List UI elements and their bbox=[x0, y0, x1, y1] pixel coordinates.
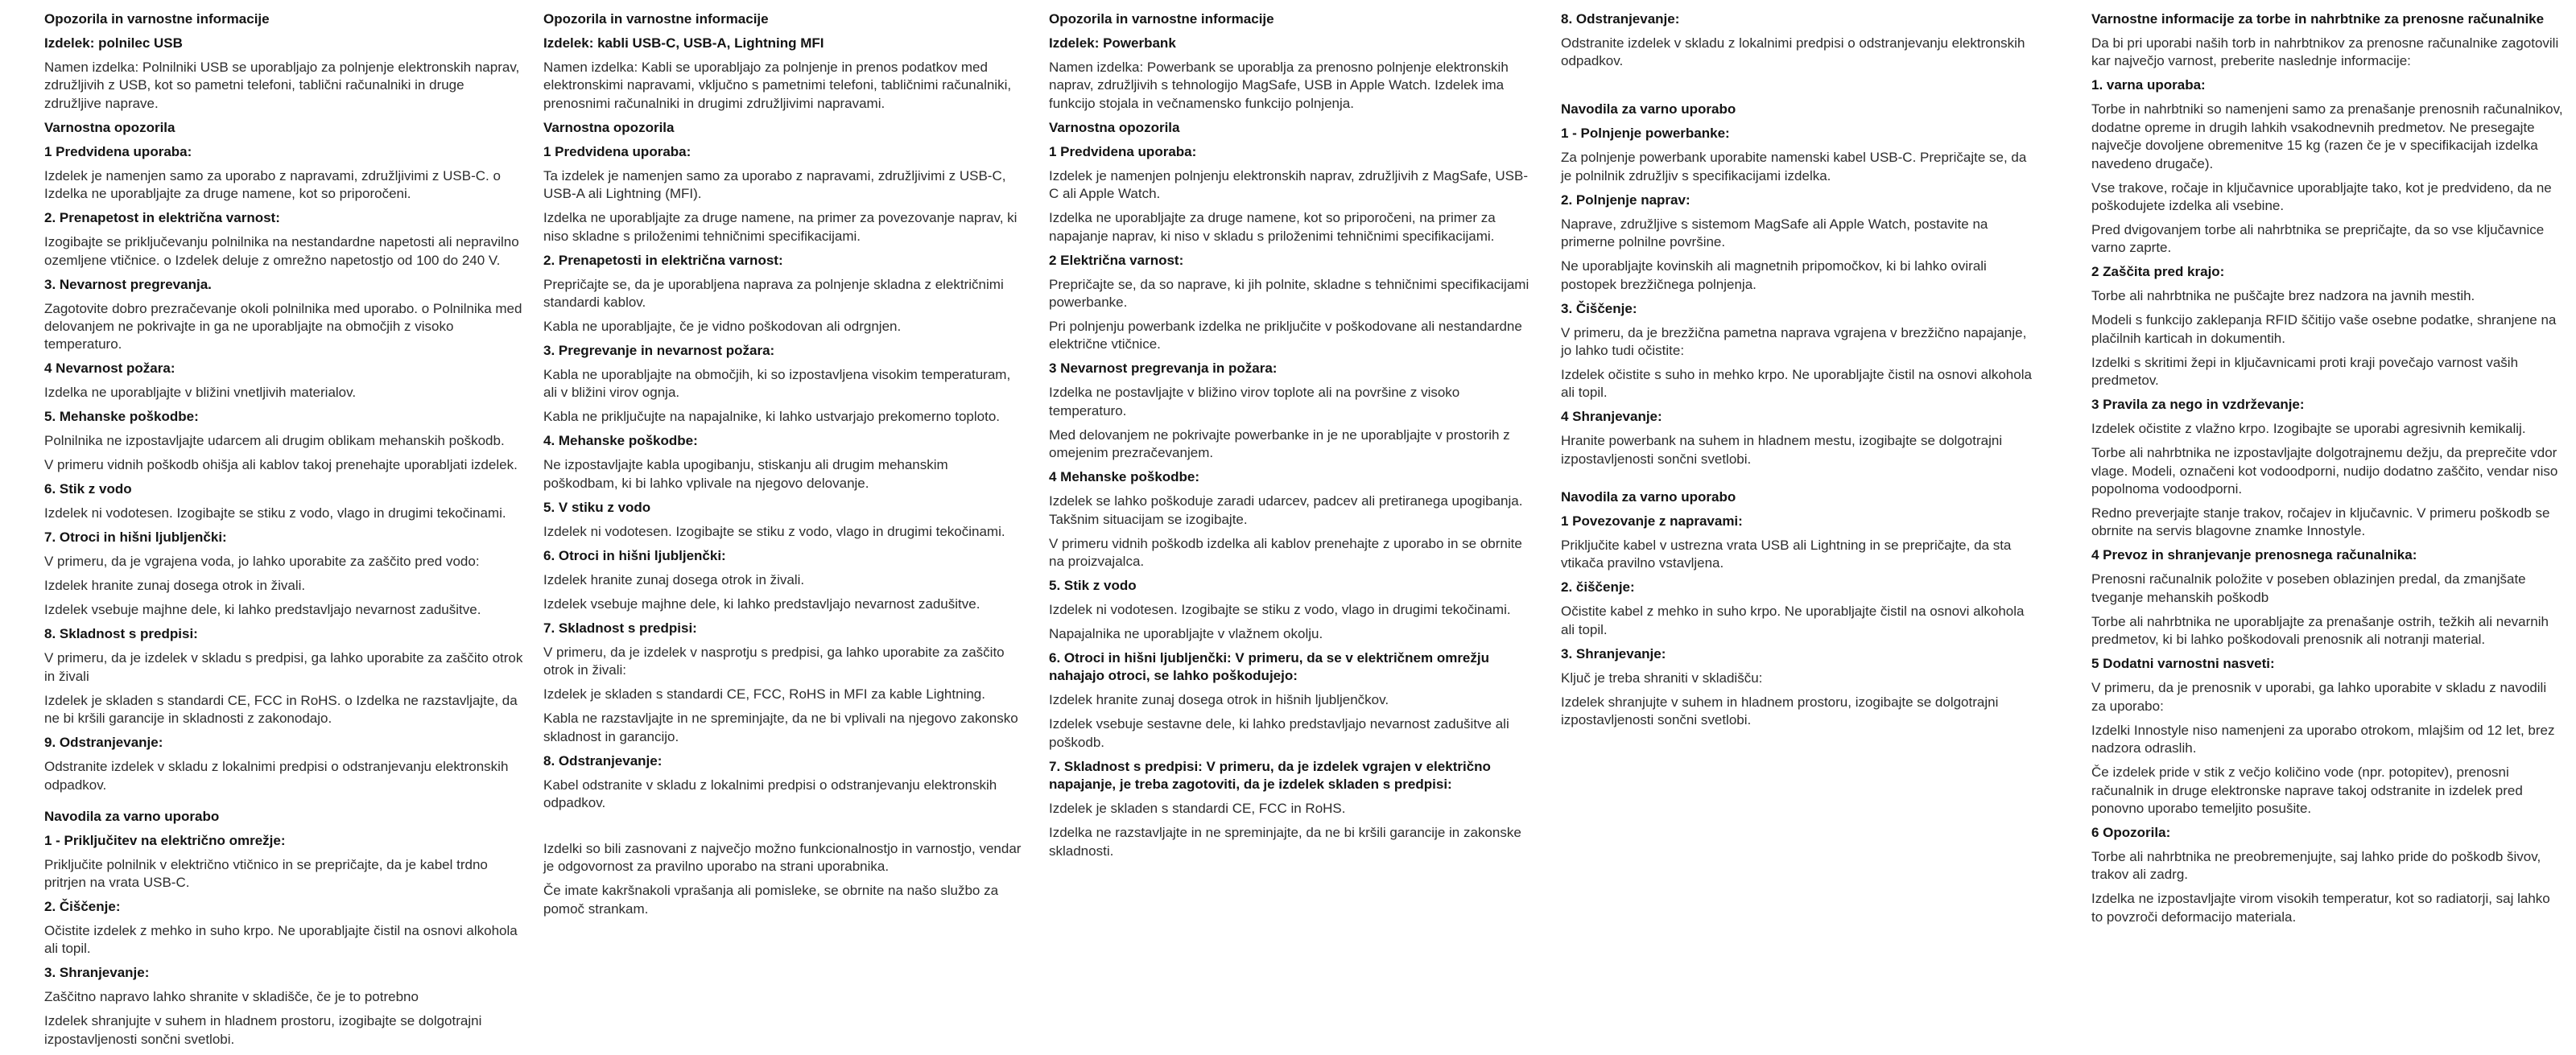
section-heading: 7. Skladnost s predpisi: bbox=[543, 620, 697, 636]
section-heading: Opozorila in varnostne informacije bbox=[44, 11, 270, 27]
section-heading: 4 Nevarnost požara: bbox=[44, 361, 175, 377]
section-heading: 6 Opozorila: bbox=[2091, 824, 2171, 840]
paragraph: Odstranite izdelek v skladu z lokalnimi predpisi o odstranjevanju elektronskih odpadkov. bbox=[1561, 35, 2025, 69]
section-heading: Izdelek: polnilec USB bbox=[44, 35, 183, 51]
paragraph: Izdelek očistite z vlažno krpo. Izogibajte se uporabi agresivnih kemikalij. bbox=[2091, 421, 2526, 437]
paragraph: Izdelka ne razstavljajte in ne spreminjajte, da ne bi kršili garancije in zakonske skladnosti. bbox=[1049, 825, 1521, 859]
column-powerbank-and-cables-usage bbox=[1561, 10, 2041, 736]
paragraph: Kabel odstranite v skladu z lokalnimi predpisi o odstranjevanju elektronskih odpadkov. bbox=[543, 777, 997, 811]
section-heading: 3 Nevarnost pregrevanja in požara: bbox=[1049, 361, 1278, 377]
paragraph: Zaščitno napravo lahko shranite v skladišče, če je to potrebno bbox=[44, 989, 419, 1005]
paragraph: Izdelek ni vodotesen. Izogibajte se stiku z vodo, vlago in drugimi tekočinami. bbox=[1049, 602, 1511, 618]
section-heading: 5. Stik z vodo bbox=[1049, 578, 1137, 594]
column-usb-cables-safety bbox=[543, 10, 1023, 925]
section-heading: Varnostna opozorila bbox=[543, 119, 675, 135]
section-heading: Varnostna opozorila bbox=[1049, 119, 1180, 135]
paragraph-gap bbox=[1561, 76, 2041, 101]
section-heading: Izdelek: Powerbank bbox=[1049, 35, 1176, 51]
paragraph: Izdelek vsebuje majhne dele, ki lahko predstavljajo nevarnost zadušitve. bbox=[44, 602, 481, 618]
paragraph: Če izdelek pride v stik z večjo količino vode (npr. potopitev), prenosni računalnik in druge elektronske naprave takoj odstranite in izdelek pred ponovno uporabo temeljito posušite. bbox=[2091, 764, 2523, 816]
paragraph: Izdelki so bili zasnovani z največjo možno funkcionalnostjo in varnostjo, vendar je odgovornost za pravilno uporabo na strani uporabnika. bbox=[543, 841, 1022, 875]
paragraph: Izdelek shranjujte v suhem in hladnem prostoru, izogibajte se dolgotrajni izpostavljenosti sončni svetlobi. bbox=[1561, 694, 1999, 728]
paragraph: Priključite polnilnik v električno vtičnico in se prepričajte, da je kabel trdno pritrjen na vrata USB-C. bbox=[44, 856, 488, 891]
paragraph: Pri polnjenju powerbank izdelka ne priključite v poškodovane ali nestandardne električne vtičnice. bbox=[1049, 319, 1522, 352]
paragraph: V primeru vidnih poškodb ohišja ali kablov takoj prenehajte uporabljati izdelek. bbox=[44, 457, 518, 473]
section-heading: Opozorila in varnostne informacije bbox=[543, 11, 769, 27]
paragraph: Izdelek ni vodotesen. Izogibajte se stiku z vodo, vlago in drugimi tekočinami. bbox=[44, 505, 506, 521]
paragraph: Izdelki s skritimi žepi in ključavnicami proti kraji povečajo varnost vaših predmetov. bbox=[2091, 354, 2519, 389]
section-heading: 1 Predvidena uporaba: bbox=[1049, 143, 1197, 159]
paragraph: Izdelek hranite zunaj dosega otrok in živali. bbox=[543, 571, 805, 587]
paragraph: Ne izpostavljajte kabla upogibanju, stiskanju ali drugim mehanskim poškodbam, ki bi lahko vplivale na njegovo delovanje. bbox=[543, 457, 948, 491]
section-heading: 2. Čiščenje: bbox=[44, 899, 121, 915]
paragraph: Izdelek očistite s suho in mehko krpo. Ne uporabljajte čistil na osnovi alkohola ali topil. bbox=[1561, 367, 2032, 401]
paragraph-gap bbox=[543, 818, 1023, 840]
paragraph: Očistite izdelek z mehko in suho krpo. Ne uporabljajte čistil na osnovi alkohola ali topil. bbox=[44, 923, 518, 957]
paragraph: Redno preverjajte stanje trakov, ročajev in ključavnic. V primeru poškodb se obrnite na servis blagovne znamke Innostyle. bbox=[2091, 505, 2550, 539]
paragraph: Prepričajte se, da je uporabljena naprava za polnjenje skladna z električnimi standardi kablov. bbox=[543, 276, 1004, 311]
paragraph: Torbe ali nahrbtnika ne uporabljajte za prenašanje ostrih, težkih ali nevarnih predmetov, ki bi lahko poškodovali prenosnik ali notranji material. bbox=[2091, 613, 2549, 648]
paragraph-gap bbox=[1561, 475, 2041, 488]
section-heading: 6. Otroci in hišni ljubljenčki: bbox=[543, 547, 726, 563]
section-heading: 1 Predvidena uporaba: bbox=[44, 143, 192, 159]
section-heading: 4. Mehanske poškodbe: bbox=[543, 433, 698, 449]
section-heading: 6. Stik z vodo bbox=[44, 481, 132, 497]
paragraph: Izdelek vsebuje sestavne dele, ki lahko predstavljajo nevarnost zadušitve ali poškodb. bbox=[1049, 716, 1509, 750]
paragraph: Da bi pri uporabi naših torb in nahrbtnikov za prenosne računalnike zagotovili kar največjo varnost, preberite naslednje informacije: bbox=[2091, 35, 2559, 69]
paragraph: Namen izdelka: Powerbank se uporablja za prenosno polnjenje elektronskih naprav, združljivih s tehnologijo MagSafe, USB in Apple Watch. Izdelek ima funkcijo stojala in večnamensko funkcijo polnjenja. bbox=[1049, 60, 1509, 111]
paragraph: Kabla ne priključujte na napajalnike, ki lahko ustvarjajo prekomerno toploto. bbox=[543, 409, 1001, 425]
paragraph: V primeru, da je brezžična pametna naprava vgrajena v brezžično napajanje, jo lahko tudi očistite: bbox=[1561, 324, 2027, 359]
paragraph: Torbe in nahrbtniki so namenjeni samo za prenašanje prenosnih računalnikov, dodatne opreme in drugih lahkih vsakodnevnih predmetov. Ne presegajte največje dovoljene obremenitve 15 kg (razen če je v specifikacijah izdelka navedeno drugače). bbox=[2091, 101, 2563, 171]
section-heading: 2 Električna varnost: bbox=[1049, 252, 1184, 268]
paragraph: Torbe ali nahrbtnika ne puščajte brez nadzora na javnih mestih. bbox=[2091, 288, 2475, 304]
paragraph: Prepričajte se, da so naprave, ki jih polnite, skladne s tehničnimi specifikacijami powerbanke. bbox=[1049, 276, 1530, 311]
paragraph: Izdelka ne uporabljajte za druge namene, kot so priporočeni, na primer za napajanje naprav, ki niso v skladu s priloženimi tehničnimi specifikacijami. bbox=[1049, 210, 1496, 244]
section-heading: 3 Pravila za nego in vzdrževanje: bbox=[2091, 397, 2305, 413]
section-heading: 4 Mehanske poškodbe: bbox=[1049, 469, 1200, 485]
paragraph: Izdelki Innostyle niso namenjeni za uporabo otrokom, mlajšim od 12 let, brez nadzora odraslih. bbox=[2091, 722, 2555, 756]
section-heading: Varnostne informacije za torbe in nahrbtnike za prenosne računalnike bbox=[2091, 11, 2545, 27]
section-heading: 1 Povezovanje z napravami: bbox=[1561, 513, 1743, 529]
paragraph: Če imate kakršnakoli vprašanja ali pomisleke, se obrnite na našo službo za pomoč strankam. bbox=[543, 883, 999, 917]
section-heading: 8. Odstranjevanje: bbox=[1561, 11, 1680, 27]
paragraph: Hranite powerbank na suhem in hladnem mestu, izogibajte se dolgotrajni izpostavljenosti sončni svetlobi. bbox=[1561, 433, 2003, 467]
paragraph: Naprave, združljive s sistemom MagSafe ali Apple Watch, postavite na primerne polnilne površine. bbox=[1561, 216, 1988, 250]
paragraph: Modeli s funkcijo zaklepanja RFID ščitijo vaše osebne podatke, shranjene na plačilnih karticah in dokumentih. bbox=[2091, 312, 2557, 346]
section-heading: 8. Odstranjevanje: bbox=[543, 752, 663, 769]
column-laptop-bags-safety bbox=[2091, 10, 2563, 933]
section-heading: 3. Shranjevanje: bbox=[44, 965, 150, 981]
paragraph: Očistite kabel z mehko in suho krpo. Ne uporabljajte čistil na osnovi alkohola ali topil. bbox=[1561, 604, 2025, 637]
paragraph: Izdelek je skladen s standardi CE, FCC in RoHS. o Izdelka ne razstavljajte, da ne bi kršili garancije in skladnosti z zakonodajo. bbox=[44, 692, 518, 727]
section-heading: 2. čiščenje: bbox=[1561, 579, 1635, 595]
paragraph: Ne uporabljajte kovinskih ali magnetnih pripomočkov, ki bi lahko ovirali postopek brezžičnega polnjenja. bbox=[1561, 258, 1987, 292]
paragraph: Izogibajte se priključevanju polnilnika na nestandardne napetosti ali nepravilno ozemljene vtičnice. o Izdelek deluje z omrežno napetostjo od 100 do 240 V. bbox=[44, 234, 519, 268]
section-heading: 4 Prevoz in shranjevanje prenosnega računalnika: bbox=[2091, 547, 2417, 563]
paragraph: Pred dvigovanjem torbe ali nahrbtnika se prepričajte, da so vse ključavnice varno zaprte. bbox=[2091, 222, 2545, 256]
section-heading: Navodila za varno uporabo bbox=[1561, 488, 1736, 505]
section-heading: 2. Prenapetosti in električna varnost: bbox=[543, 252, 783, 268]
paragraph: Kabla ne razstavljajte in ne spreminjajte, da ne bi vplivali na njegovo zakonsko skladnost in garancijo. bbox=[543, 711, 1018, 744]
paragraph: Izdelek je skladen s standardi CE, FCC in RoHS. bbox=[1049, 801, 1346, 817]
section-heading: Opozorila in varnostne informacije bbox=[1049, 11, 1274, 27]
paragraph: Izdelka ne uporabljajte za druge namene, na primer za povezovanje naprav, ki niso skladne s priloženimi tehničnimi specifikacijami. bbox=[543, 210, 1018, 244]
section-heading: 4 Shranjevanje: bbox=[1561, 409, 1662, 425]
paragraph: Izdelek shranjujte v suhem in hladnem prostoru, izogibajte se dolgotrajni izpostavljenosti sončni svetlobi. bbox=[44, 1013, 482, 1047]
section-heading: 2. Polnjenje naprav: bbox=[1561, 192, 1690, 208]
column-powerbank-safety bbox=[1049, 10, 1537, 867]
paragraph: Namen izdelka: Kabli se uporabljajo za polnjenje in prenos podatkov med elektronskimi napravami, vključno s pametnimi telefoni, tabličnimi računalniki, prenosnimi računalniki in drugimi združljivimi napravami. bbox=[543, 60, 1012, 111]
paragraph: Odstranite izdelek v skladu z lokalnimi predpisi o odstranjevanju elektronskih odpadkov. bbox=[44, 759, 509, 793]
paragraph: Polnilnika ne izpostavljajte udarcem ali drugim oblikam mehanskih poškodb. bbox=[44, 433, 505, 449]
section-heading: 8. Skladnost s predpisi: bbox=[44, 626, 198, 642]
paragraph: Za polnjenje powerbank uporabite namenski kabel USB-C. Prepričajte se, da je polnilnik združljiv s specifikacijami izdelka. bbox=[1561, 150, 2027, 183]
section-heading: Varnostna opozorila bbox=[44, 119, 175, 135]
paragraph: V primeru, da je prenosnik v uporabi, ga lahko uporabite v skladu z navodili za uporabo: bbox=[2091, 680, 2547, 714]
paragraph: Kabla ne uporabljajte na območjih, ki so izpostavljena visokim temperaturam, ali v bližini virov ognja. bbox=[543, 367, 1011, 401]
paragraph: Izdelka ne uporabljajte v bližini vnetljivih materialov. bbox=[44, 385, 357, 401]
paragraph: Torbe ali nahrbtnika ne preobremenjujte, saj lahko pride do poškodb šivov, trakov ali zadrg. bbox=[2091, 848, 2541, 883]
paragraph: Med delovanjem ne pokrivajte powerbanke in je ne uporabljajte v prostorih z omejenim prezračevanjem. bbox=[1049, 427, 1510, 461]
section-heading: 3. Čiščenje: bbox=[1561, 300, 1637, 316]
section-heading: 7. Otroci in hišni ljubljenčki: bbox=[44, 530, 227, 546]
paragraph: Prenosni računalnik položite v poseben oblazinjen predal, da zmanjšate tveganje mehanskih poškodb bbox=[2091, 571, 2526, 605]
section-heading: 1 Predvidena uporaba: bbox=[543, 143, 691, 159]
paragraph: Izdelek hranite zunaj dosega otrok in živali. bbox=[44, 578, 306, 594]
section-heading: Izdelek: kabli USB-C, USB-A, Lightning MFI bbox=[543, 35, 824, 51]
paragraph: V primeru, da je vgrajena voda, jo lahko uporabite za zaščito pred vodo: bbox=[44, 554, 480, 570]
section-heading: 2 Zaščita pred krajo: bbox=[2091, 264, 2225, 280]
section-heading: 6. Otroci in hišni ljubljenčki: V primeru, da se v električnem omrežju nahajajo otroci, se lahko poškodujejo: bbox=[1049, 650, 1489, 684]
paragraph: Napajalnika ne uporabljajte v vlažnem okolju. bbox=[1049, 626, 1323, 642]
paragraph: Torbe ali nahrbtnika ne izpostavljajte dolgotrajnemu dežju, da preprečite vdor vlage. Modeli, označeni kot vodoodporni, nudijo dodatno zaščito, vendar niso popolnoma vodoodporni. bbox=[2091, 445, 2558, 497]
paragraph: V primeru, da je izdelek v skladu s predpisi, ga lahko uporabite za zaščito otrok in živali bbox=[44, 650, 523, 684]
section-heading: 1 - Polnjenje powerbanke: bbox=[1561, 126, 1730, 142]
paragraph: Izdelek vsebuje majhne dele, ki lahko predstavljajo nevarnost zadušitve. bbox=[543, 595, 980, 612]
paragraph: Namen izdelka: Polnilniki USB se uporabljajo za polnjenje elektronskih naprav, združljivih z USB, kot so pametni telefoni, tablični računalniki in druge združljive naprave. bbox=[44, 60, 520, 111]
paragraph: Ključ je treba shraniti v skladišču: bbox=[1561, 670, 1763, 686]
paragraph: Ta izdelek je namenjen samo za uporabo z napravami, združljivimi z USB-C, USB-A ali Lightning (MFI). bbox=[543, 167, 1006, 202]
paragraph: Zagotovite dobro prezračevanje okoli polnilnika med uporabo. o Polnilnika med delovanjem ne pokrivajte in ga ne uporabljajte na območjih z visoko temperaturo. bbox=[44, 300, 522, 352]
paragraph: Izdelek je skladen s standardi CE, FCC, RoHS in MFI za kable Lightning. bbox=[543, 686, 985, 703]
section-heading: 5. Mehanske poškodbe: bbox=[44, 409, 199, 425]
paragraph: Izdelek se lahko poškoduje zaradi udarcev, padcev ali pretiranega upogibanja. Takšnim situacijam se izogibajte. bbox=[1049, 493, 1523, 527]
section-heading: 9. Odstranjevanje: bbox=[44, 735, 163, 751]
paragraph-gap bbox=[44, 801, 524, 808]
section-heading: 5 Dodatni varnostni nasveti: bbox=[2091, 656, 2275, 672]
paragraph: Izdelek hranite zunaj dosega otrok in hišnih ljubljenčkov. bbox=[1049, 692, 1389, 708]
paragraph: Izdelka ne postavljajte v bližino virov toplote ali na površine z visoko temperaturo. bbox=[1049, 385, 1460, 418]
column-usb-charger-safety bbox=[44, 10, 524, 1055]
section-heading: 2. Prenapetost in električna varnost: bbox=[44, 210, 280, 226]
section-heading: Navodila za varno uporabo bbox=[1561, 101, 1736, 117]
paragraph: Vse trakove, ročaje in ključavnice uporabljajte tako, kot je predvideno, da ne poškodujete izdelka ali vsebine. bbox=[2091, 179, 2552, 214]
paragraph: Izdelek je namenjen samo za uporabo z napravami, združljivimi z USB-C. o Izdelka ne uporabljajte za druge namene, kot so priporočeni. bbox=[44, 167, 501, 202]
section-heading: 3. Nevarnost pregrevanja. bbox=[44, 276, 212, 292]
section-heading: 1 - Priključitev na električno omrežje: bbox=[44, 832, 286, 848]
section-heading: 7. Skladnost s predpisi: V primeru, da je izdelek vgrajen v električno napajanje, je treba zagotoviti, da je izdelek skladen s predpisi: bbox=[1049, 758, 1491, 793]
section-heading: Navodila za varno uporabo bbox=[44, 808, 220, 824]
paragraph: Izdelek je namenjen polnjenju elektronskih naprav, združljivih z MagSafe, USB-C ali Apple Watch. bbox=[1049, 167, 1528, 202]
paragraph: Izdelka ne izpostavljajte virom visokih temperatur, kot so radiatorji, saj lahko to povzroči deformacijo materiala. bbox=[2091, 891, 2550, 925]
section-heading: 3. Shranjevanje: bbox=[1561, 645, 1666, 661]
section-heading: 5. V stiku z vodo bbox=[543, 499, 651, 515]
paragraph: Kabla ne uporabljajte, če je vidno poškodovan ali odrgnjen. bbox=[543, 319, 902, 335]
section-heading: 3. Pregrevanje in nevarnost požara: bbox=[543, 343, 775, 359]
paragraph: V primeru, da je izdelek v nasprotju s predpisi, ga lahko uporabite za zaščito otrok in živali: bbox=[543, 644, 1005, 678]
paragraph: V primeru vidnih poškodb izdelka ali kablov prenehajte z uporabo in se obrnite na proizvajalca. bbox=[1049, 535, 1522, 570]
section-heading: 1. varna uporaba: bbox=[2091, 77, 2206, 93]
paragraph: Priključite kabel v ustrezna vrata USB ali Lightning in se prepričajte, da sta vtikača pravilno vstavljena. bbox=[1561, 537, 2012, 571]
paragraph: Izdelek ni vodotesen. Izogibajte se stiku z vodo, vlago in drugimi tekočinami. bbox=[543, 523, 1005, 539]
